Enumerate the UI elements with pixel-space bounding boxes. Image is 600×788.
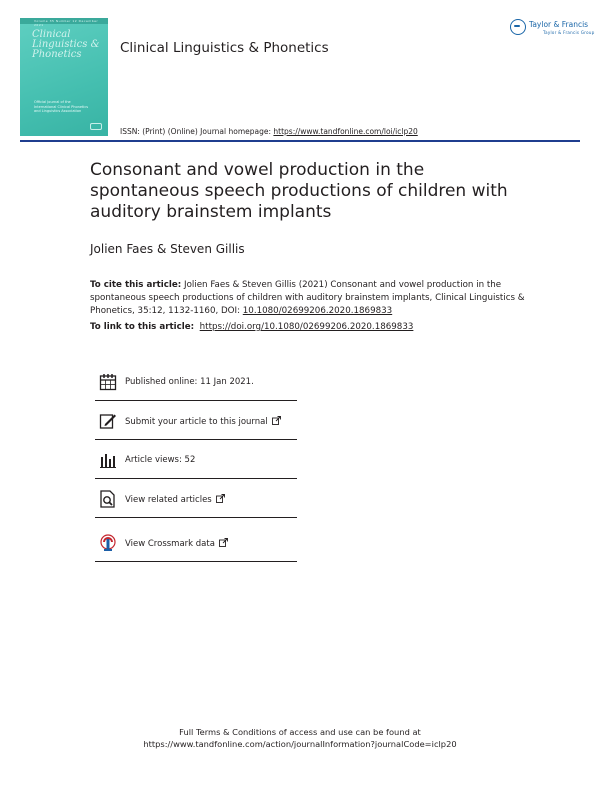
bar-chart-icon [99,451,117,469]
calendar-icon [99,373,117,391]
info-submit-article[interactable] [95,405,297,440]
publisher-logo [510,18,595,40]
journal-homepage-link[interactable]: https://www.tandfonline.com/loi/iclp20 [273,127,418,136]
cite-label: To cite this article: [90,280,182,290]
cover-title: Clinical Linguistics & Phonetics [32,29,100,60]
submit-article-link[interactable] [125,416,281,427]
crossmark-icon [99,534,117,552]
crossmark-link[interactable] [125,538,228,549]
article-link-line [90,322,413,332]
article-title: Consonant and vowel production in the spontaneous speech productions of children with auditory brainstem implants [90,160,508,222]
footer-terms [0,726,600,750]
header-divider [20,140,580,142]
doi-link[interactable]: 10.1080/02699206.2020.1869833 [242,306,393,316]
submit-article-icon [99,412,117,430]
article-doi-link[interactable]: https://doi.org/10.1080/02699206.2020.1869833 [199,322,414,332]
crossmark-text: View Crossmark data [125,539,215,549]
issn-line [120,127,418,136]
external-link-icon [219,538,228,547]
cover-subtitle: Official Journal of the International Clinical Phonetics and Linguistics Association [34,100,89,113]
journal-name: Clinical Linguistics & Phonetics [120,40,329,56]
external-link-icon [272,416,281,425]
cover-strip-text: Volume 35 Number 12 December 2021 [34,19,99,27]
info-article-views [95,444,297,479]
article-views-text: Article views: 52 [125,455,196,465]
publisher-logo-icon [510,19,526,35]
related-articles-link[interactable] [125,494,225,505]
related-articles-text: View related articles [125,495,212,505]
article-authors: Jolien Faes & Steven Gillis [90,242,245,256]
cite-text: Jolien Faes & Steven Gillis (2021) Consonant and vowel production in the spontaneous speech productions of children with auditory brainstem implants, Clinical Linguistics & Phonetics, 35:12, 1132-1160, DOI: [90,280,525,316]
footer-terms-line: Full Terms & Conditions of access and use can be found at [179,727,421,737]
publisher-logo-name: Taylor & Francis [529,20,589,29]
related-articles-icon [99,490,117,508]
citation-block [90,279,530,318]
info-related-articles[interactable] [95,483,297,518]
journal-cover-image [20,18,108,136]
footer-terms-link[interactable]: https://www.tandfonline.com/action/journalInformation?journalCode=iclp20 [143,739,457,749]
external-link-icon [216,494,225,503]
submit-article-text: Submit your article to this journal [125,417,268,427]
info-published [95,366,297,401]
link-label: To link to this article: [90,322,195,332]
published-date-text: Published online: 11 Jan 2021. [125,377,254,387]
publisher-logo-group: Taylor & Francis Group [543,30,595,35]
cover-strip [20,18,108,27]
issn-label: ISSN: (Print) (Online) Journal homepage: [120,127,274,136]
cover-logo-icon [90,123,102,130]
info-crossmark[interactable] [95,527,297,562]
